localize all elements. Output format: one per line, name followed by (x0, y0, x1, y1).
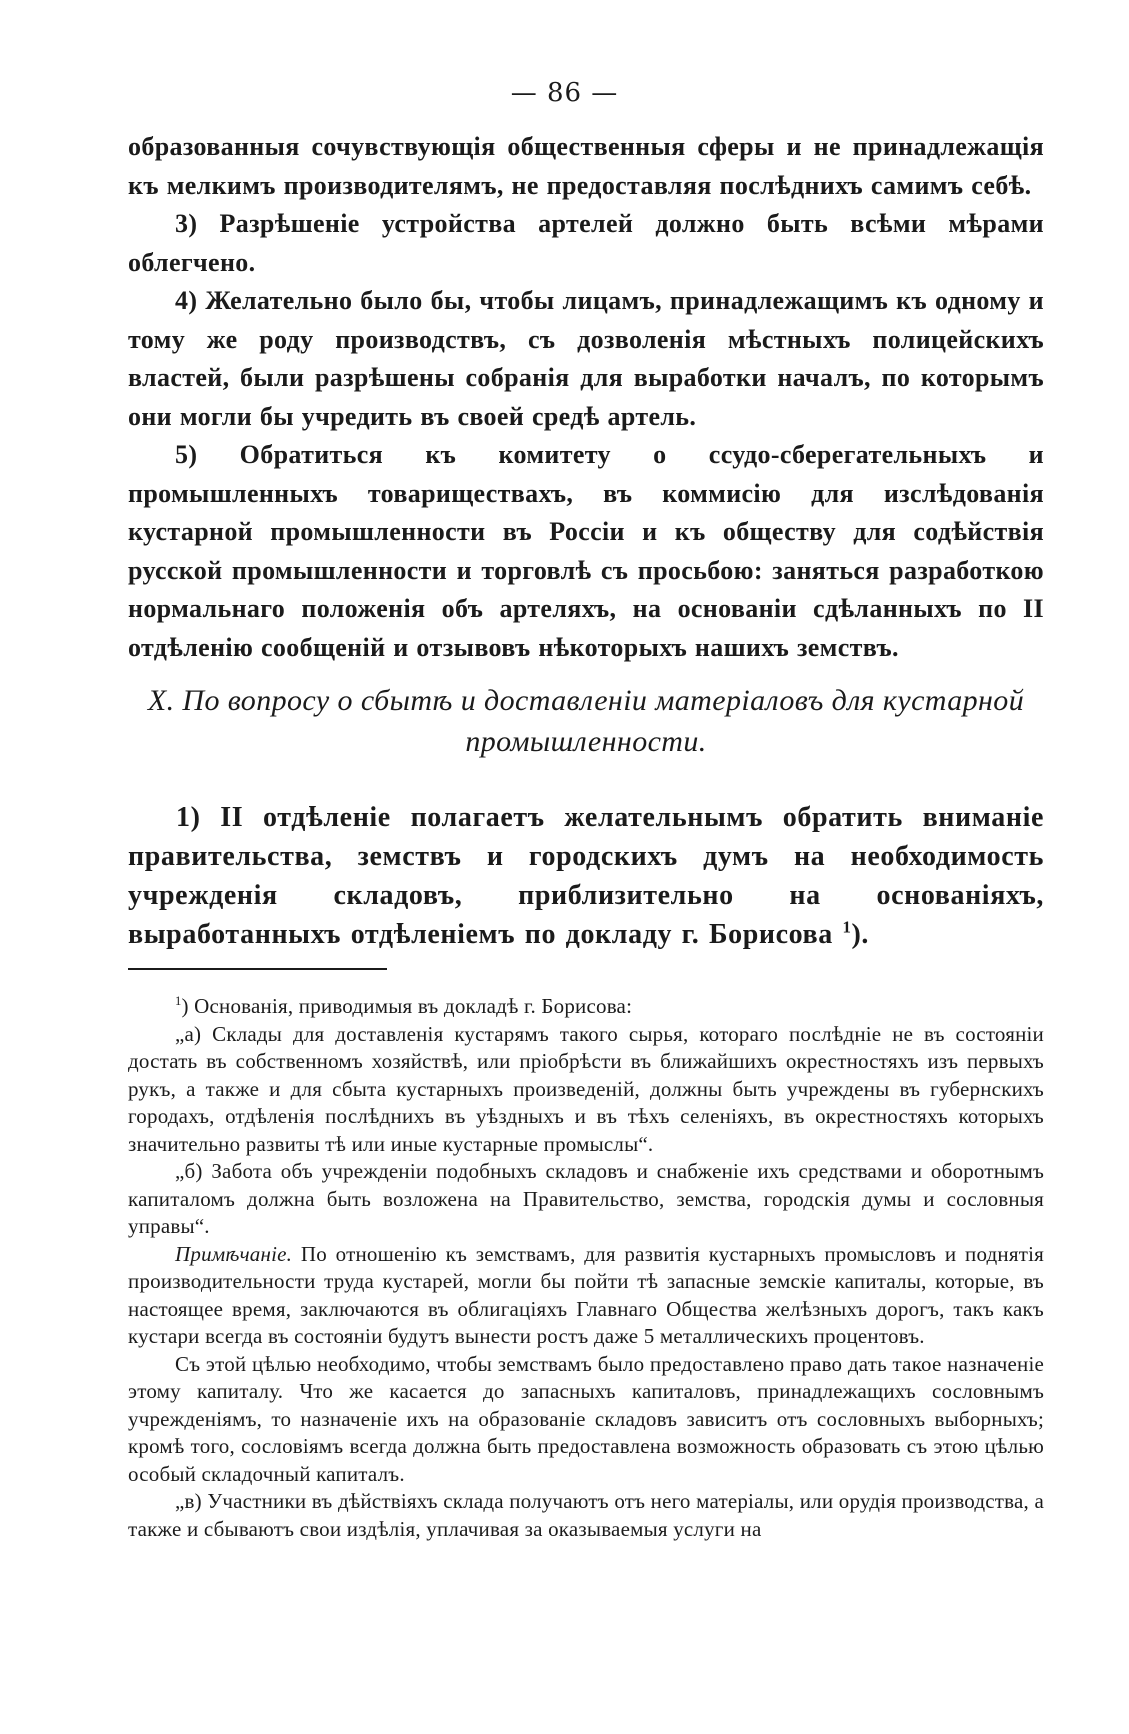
section-heading (128, 680, 1044, 762)
footnote-item-a: „а) Склады для доставленія кустарямъ такого сырья, котораго послѣдніе не въ состояніи достать въ собственномъ хозяйствѣ, или пріобрѣсти въ ближайшихъ окрестностяхъ изъ первыхъ рукъ, а также и для сбыта кустарныхъ произведеній, должны быть учреждены въ губернскихъ городахъ, отдѣленія послѣднихъ въ уѣздныхъ и въ тѣхъ селеніяхъ, въ окрестностяхъ которыхъ значительно развиты тѣ или иные кустарные промыслы“. (128, 1021, 1044, 1156)
footnote-reference[interactable]: 1 (842, 917, 852, 937)
section-heading-line-2: промышленности. (465, 725, 707, 758)
page-number: — 86 — (510, 78, 619, 108)
paragraph-item-1-text: 1) II отдѣленіе полагаетъ желательнымъ обратить вниманіе правительства, земствъ и городскихъ думъ на необходимость учрежденія складовъ, приблизительно на основаніяхъ, выработанныхъ отдѣленіемъ по докладу г. Борисова (128, 802, 1044, 950)
footnote-item-b: „б) Забота объ учрежденіи подобныхъ складовъ и снабженіе ихъ средствами и оборотнымъ капиталомъ должна быть возложена на Правительство, земства, городскія думы и сословныя управы“. (128, 1159, 1044, 1238)
footnote-item-v: „в) Участники въ дѣйствіяхъ склада получаютъ отъ него матеріалы, или орудія производства, а также и сбываютъ свои издѣлія, уплачивая за оказываемыя услуги на (128, 1489, 1044, 1541)
footnote-separator (128, 968, 387, 970)
note-label: Примѣчаніе. (175, 1241, 293, 1266)
footnotes-block (128, 993, 1044, 1543)
paragraph-item-3: 3) Разрѣшеніе устройства артелей должно быть всѣми мѣрами облегчено. (128, 209, 1044, 277)
footnote-continuation: Съ этой цѣлью необходимо, чтобы земствамъ было предоставлено право дать такое назначеніе этому капиталу. Что же касается до запасныхъ капиталовъ, принадлежащихъ сословнымъ учрежденіямъ, то назначеніе ихъ на образованіе складовъ зависитъ отъ сословныхъ выборныхъ; кромѣ того, сословіямъ всегда должна быть предоставлена возможность образовать съ этою цѣлью особый складочный капиталъ. (128, 1351, 1044, 1486)
paragraph-item-1-end: ). (851, 919, 870, 950)
footnote-1-marker: 1 (175, 994, 182, 1008)
paragraph-item-5: 5) Обратиться къ комитету о ссудо-сберегательныхъ и промышленныхъ товариществахъ, въ коммисію для изслѣдованія кустарной промышленности въ Россіи и къ обществу для содѣйствія русской промышленности и торговлѣ съ просьбою: заняться разработкою нормальнаго положенія объ артеляхъ, на основаніи сдѣланныхъ по II отдѣленію сообщеній и отзывовъ нѣкоторыхъ нашихъ земствъ. (128, 440, 1044, 662)
section-body (128, 798, 1044, 954)
note-text: По отношенію къ земствамъ, для развитія кустарныхъ промысловъ и поднятія производительности труда кустарей, могли бы пойти тѣ запасные земскіе капиталы, которые, въ настоящее время, заключаются въ облигаціяхъ Главнаго Общества желѣзныхъ дорогъ, такъ какъ кустари всегда въ состояніи будутъ вынести ростъ даже 5 металлическихъ процентовъ. (128, 1241, 1044, 1348)
main-text-block (128, 128, 1044, 667)
footnote-note (128, 1241, 1044, 1351)
paragraph-item-1 (128, 798, 1044, 954)
section-heading-line-1: X. По вопросу о сбытѣ и доставленіи матеріаловъ для кустарной (147, 684, 1025, 717)
footnote-1-text: ) Основанія, приводимыя въ докладѣ г. Борисова: (181, 994, 633, 1018)
paragraph-continuation: образованныя сочувствующія общественныя сферы и не принадлежащія къ мелкимъ производителямъ, не предоставляя послѣднихъ самимъ себѣ. (128, 132, 1044, 200)
footnote-1 (128, 993, 1044, 1021)
paragraph-item-4: 4) Желательно было бы, чтобы лицамъ, принадлежащимъ къ одному и тому же роду производствъ, съ дозволенія мѣстныхъ полицейскихъ властей, были разрѣшены собранія для выработки началъ, по которымъ они могли бы учредить въ своей средѣ артель. (128, 286, 1044, 431)
